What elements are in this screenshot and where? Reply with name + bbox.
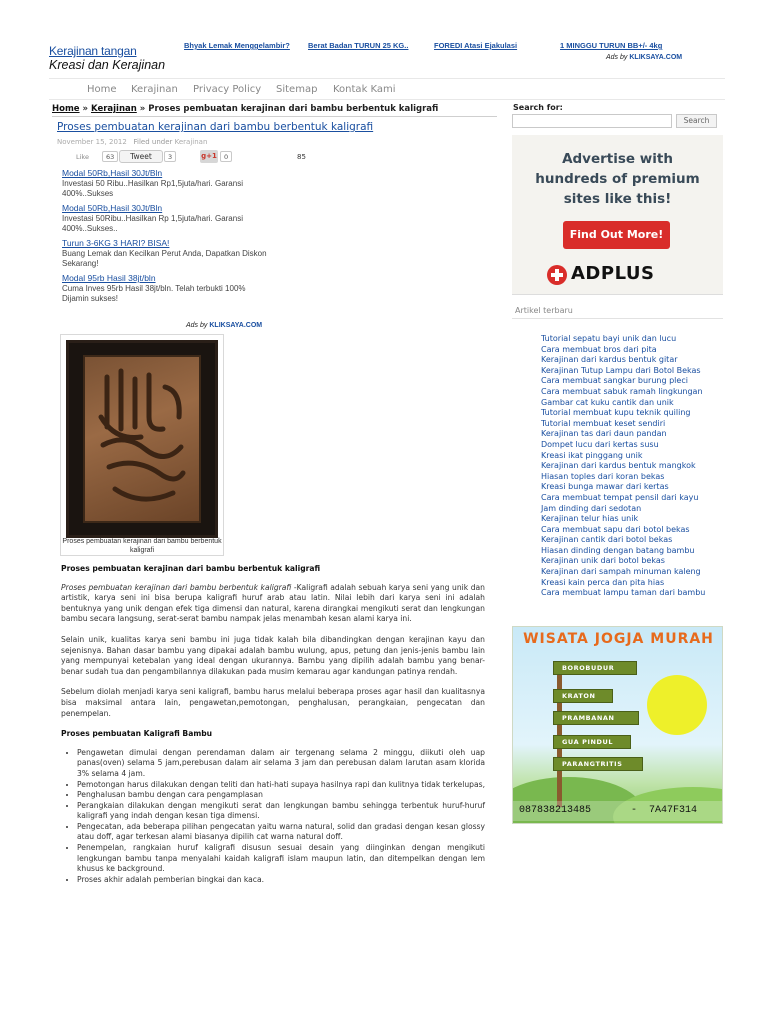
nav-item-kontak-kami[interactable]: Kontak Kami — [333, 84, 396, 95]
nav-item-privacy-policy[interactable]: Privacy Policy — [193, 84, 262, 95]
nav-item-sitemap[interactable]: Sitemap — [276, 84, 318, 95]
recent-article-link[interactable]: Tutorial sepatu bayi unik dan lucu — [541, 334, 677, 343]
recent-article-link[interactable]: Cara membuat sangkar burung pleci — [541, 376, 688, 386]
recent-article-link[interactable]: Hiasan dinding dengan batang bambu — [541, 545, 695, 555]
nav-item-home[interactable]: Home — [87, 84, 117, 95]
adplus-line: sites like this! — [563, 191, 672, 207]
signpost-sign: BOROBUDUR — [553, 661, 637, 675]
top-ad-bar — [184, 41, 704, 53]
recent-article-link[interactable]: Kerajinan dari kardus bentuk gitar — [541, 355, 678, 365]
breadcrumb-separator: » — [82, 104, 89, 114]
recent-article-link[interactable]: Kerajinan unik dari botol bekas — [541, 556, 665, 566]
article-paragraph: Sebelum diolah menjadi karya seni kaligrafi, bambu harus melalui beberapa proses agar hasil dan kualitasnya bisa maksimal antara lain, pengawetan,pemotongan, penghalusan, perangkaian, pengecatan dan penempelan. — [61, 687, 485, 718]
signpost-sign: KRATON — [553, 689, 613, 703]
like-count: 63 — [102, 151, 118, 162]
text-ad-title[interactable]: Modal 95rb Hasil 38jt/bln — [62, 273, 156, 283]
list-item: • Perangkaian dilakukan dengan mengikuti serat dan lengkungan bambu sehingga terbentuk huruf-huruf kaligrafi yang indah dengan kesan tiga dimensi. — [77, 801, 485, 822]
breadcrumb-category[interactable]: Kerajinan — [91, 104, 137, 114]
text-ad-title[interactable]: Modal 50Rb,Hasil 30Jt/Bln — [62, 168, 163, 178]
recent-article-link[interactable]: Jam dinding dari sedotan — [541, 503, 642, 513]
recent-article-link[interactable]: Cara membuat sapu dari botol bekas — [541, 524, 690, 534]
bamboo-calligraphy-image — [83, 355, 201, 523]
site-subtitle: Kreasi dan Kerajinan — [49, 58, 166, 72]
recent-article-link[interactable]: Kerajinan dari kardus bentuk mangkok — [541, 461, 696, 471]
recent-article-link[interactable]: Cara membuat sabuk ramah lingkungan — [541, 386, 703, 396]
recent-article-link[interactable]: Tutorial membuat keset sendiri — [541, 418, 666, 428]
adplus-line: Advertise with — [562, 151, 673, 167]
text-ads — [62, 168, 272, 308]
filed-under-category[interactable]: Kerajinan — [174, 138, 208, 146]
article-intro-emphasis: Proses pembuatan kerajinan dari bambu berbentuk kaligrafi — [61, 582, 292, 592]
text-ad[interactable] — [62, 168, 272, 199]
text-ad[interactable] — [62, 273, 272, 304]
nav-item-kerajinan[interactable]: Kerajinan — [131, 84, 178, 95]
ads-by-prefix: Ads by — [186, 322, 208, 329]
adplus-brand: ADPLUS — [571, 263, 655, 284]
contact-separator: - — [631, 805, 638, 816]
search-input[interactable] — [512, 114, 672, 128]
ads-by-prefix: Ads by — [606, 54, 628, 61]
text-ad[interactable] — [62, 238, 272, 269]
article-paragraph: Selain unik, kualitas karya seni bambu ini juga tidak kalah bila dibandingkan dengan kerajinan kayu dan sejenisnya. Bahan dasar bambu yang dipakai adalah bambu wulung, apus, petung dan jenis-jenis bambu lain yang mempunyai ketebalan yang ideal dengan ukurannya. Bambu yang dipilih adalah bambu yang benar-benar sudah tua dan pengambilannya dilakukan pada musim kemarau agar kandungan patinya rendah. — [61, 634, 485, 676]
recent-article-link[interactable]: Cara membuat lampu taman dari bambu — [541, 588, 706, 598]
text-ad-body: Investasi 50Ribu..Hasilkan Rp 1,5juta/hari. Garansi 400%..Sukses.. — [62, 214, 243, 233]
tweet-count: 3 — [164, 151, 176, 162]
article-intro-text: -Kaligrafi adalah sebuah karya seni yang unik dan artistik, karya seni ini bisa berupa kaligrafi huruf arab atau latin. Nilai lebih dari karya seni ini adalah bentuknya yang unik dengan efek tiga dimensi dan natural, karena dirangkai mengikuti serat dan lengkungan bambu secara langsung, serat-serat bambu nampak jelas menambah kesan alami karya ini. — [61, 582, 485, 624]
recent-article-link[interactable]: Kerajinan cantik dari botol bekas — [541, 535, 673, 545]
text-ad-body: Buang Lemak dan Kecilkan Perut Anda, Dapatkan Diskon Sekarang! — [62, 249, 267, 268]
recent-article-link[interactable]: Cara membuat tempat pensil dari kayu — [541, 492, 699, 502]
photo-caption: Proses pembuatan kerajinan dari bambu berbentuk kaligrafi — [62, 538, 222, 554]
recent-article-link[interactable]: Kerajinan dari sampah minuman kaleng — [541, 567, 701, 577]
photo-frame — [66, 340, 218, 538]
recent-articles-list — [541, 334, 726, 599]
article-paragraph — [61, 583, 485, 625]
gplus-count: 0 — [220, 151, 232, 162]
site-title-link[interactable]: Kerajinan tangan — [49, 44, 137, 58]
recent-article-link[interactable]: Kerajinan telur hias unik — [541, 514, 639, 524]
text-ad-title[interactable]: Modal 50Rb,Hasil 30Jt/Bln — [62, 203, 163, 213]
tweet-button[interactable]: Tweet — [119, 150, 163, 163]
recent-article-link[interactable]: Cara membuat bros dari pita — [541, 344, 657, 354]
process-steps-list — [77, 748, 485, 886]
signpost-sign: PRAMBANAN — [553, 711, 639, 725]
list-item: • Pemotongan harus dilakukan dengan teliti dan hati-hati supaya hasilnya rapi dan kulitnya tidak terkelupas, — [77, 780, 485, 791]
calligraphy-strokes — [85, 357, 199, 521]
list-item: • Penghalusan bambu dengan cara pengamplasan — [77, 790, 485, 801]
text-ad-title[interactable]: Turun 3-6KG 3 HARI? BISA! — [62, 238, 170, 248]
main-nav — [49, 78, 725, 100]
breadcrumb-home[interactable]: Home — [52, 104, 80, 114]
recent-article-link[interactable]: Tutorial membuat kupu teknik quiling — [541, 408, 691, 418]
article-subheading: Proses pembuatan Kaligrafi Bambu — [61, 729, 213, 739]
filed-under-label: Filed under — [133, 138, 173, 146]
signpost-sign: GUA PINDUL — [553, 735, 631, 749]
like-button[interactable]: Like — [76, 153, 89, 161]
recent-article-link[interactable]: Gambar cat kuku cantik dan unik — [541, 397, 674, 407]
divider — [512, 318, 723, 319]
recent-articles-title: Artikel terbaru — [515, 306, 573, 315]
article-body — [61, 564, 485, 885]
adplus-banner[interactable] — [512, 135, 723, 295]
adplus-logo — [547, 263, 697, 287]
search-button[interactable]: Search — [676, 114, 717, 128]
recent-article-link[interactable]: Kreasi ikat pinggang unik — [541, 450, 643, 460]
breadcrumb — [52, 104, 438, 114]
ads-by-label[interactable] — [186, 322, 262, 329]
article-heading: Proses pembuatan kerajinan dari bambu berbentuk kaligrafi — [61, 564, 321, 573]
list-item: • Proses akhir adalah pemberian bingkai dan kaca. — [77, 875, 485, 886]
signpost-sign: PARANGTRITIS — [553, 757, 643, 771]
medical-cross-icon — [547, 265, 567, 285]
recent-article-link[interactable]: Kerajinan Tutup Lampu dari Botol Bekas — [541, 365, 701, 375]
social-buttons — [76, 150, 316, 164]
share-count: 85 — [297, 153, 306, 161]
top-ad-link[interactable]: 1 MINGGU TURUN BB+/- 4kg — [560, 41, 663, 50]
text-ad-body: Cuma Inves 95rb Hasil 38jt/bln. Telah terbukti 100% Dijamin sukses! — [62, 284, 246, 303]
sun-graphic — [647, 675, 707, 735]
contact-phone: 087838213485 — [519, 805, 592, 816]
recent-article-link[interactable]: Kreasi bunga mawar dari kertas — [541, 482, 669, 492]
post-date: November 15, 2012 — [57, 138, 127, 146]
top-ad-link[interactable]: Berat Badan TURUN 25 KG.. — [308, 41, 409, 50]
top-ad-link[interactable]: FOREDI Atasi Ejakulasi — [434, 41, 518, 50]
calligraphy-photo — [60, 334, 224, 556]
list-item: • Pengawetan dimulai dengan perendaman dalam air tergenang selama 2 minggu, diikuti oleh uap panas(oven) selama 5 jam,perebusan dalam air selama 3 jam dan perebusan dalam larutan asam klorida 3% selama 4 jam. — [77, 748, 485, 780]
text-ad-body: Investasi 50 Ribu..Hasilkan Rp1,5juta/hari. Garansi 400%..Sukses — [62, 179, 243, 198]
divider — [52, 116, 497, 117]
contact-pin: 7A47F314 — [649, 805, 698, 816]
ads-by-label[interactable] — [606, 54, 682, 61]
adplus-headline — [512, 149, 723, 209]
text-ad[interactable] — [62, 203, 272, 234]
ads-by-brand: KLIKSAYA.COM — [629, 54, 683, 61]
breadcrumb-separator: » — [139, 104, 146, 114]
recent-article-link[interactable]: Kerajinan tas dari daun pandan — [541, 429, 667, 439]
gplus-button[interactable]: g+1 — [200, 150, 218, 163]
post-meta — [57, 138, 207, 146]
recent-article-link[interactable]: Dompet lucu dari kertas susu — [541, 439, 659, 449]
adplus-line: hundreds of premium — [535, 171, 700, 187]
find-out-more-button[interactable]: Find Out More! — [563, 221, 670, 249]
recent-article-link[interactable]: Kreasi kain perca dan pita hias — [541, 577, 665, 587]
top-ad-link[interactable]: Bhyak Lemak Menggelambir? — [184, 41, 290, 50]
breadcrumb-current: Proses pembuatan kerajinan dari bambu berbentuk kaligrafi — [148, 104, 439, 114]
list-item: • Pengecatan, ada beberapa pilihan pengecatan yaitu warna natural, solid dan gradasi dengan kesan glossy atau doff, agar terkesan alami biasanya dipilih cat warna natural doff. — [77, 822, 485, 843]
post-title[interactable]: Proses pembuatan kerajinan dari bambu berbentuk kaligrafi — [57, 121, 374, 133]
recent-article-link[interactable]: Hiasan toples dari koran bekas — [541, 471, 665, 481]
search-label: Search for: — [513, 103, 563, 112]
wisata-title: WISATA JOGJA MURAH — [523, 631, 714, 647]
list-item: • Penempelan, rangkaian huruf kaligrafi disusun sesuai desain yang diinginkan dengan mengikuti lengkungan bambu tanpa menyalahi kaidah kaligrafi islam maupun latin, dan ditempelkan dengan lem khusus ke background. — [77, 843, 485, 875]
ads-by-brand: KLIKSAYA.COM — [209, 322, 263, 329]
contact-bar — [513, 801, 723, 821]
wisata-jogja-banner[interactable] — [512, 626, 723, 824]
